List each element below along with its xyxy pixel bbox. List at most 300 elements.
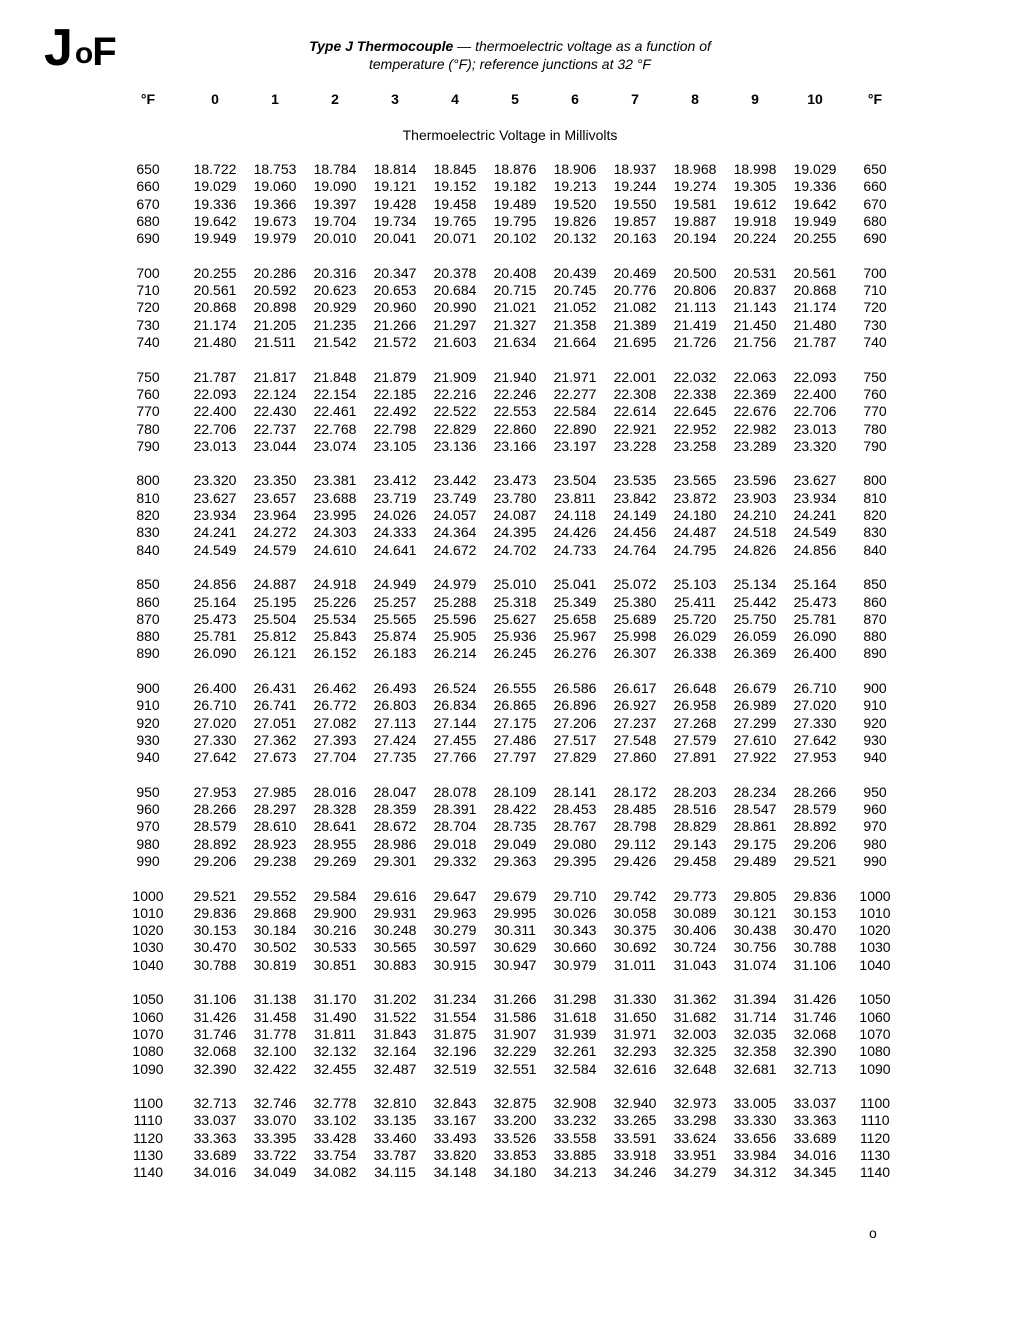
table-row	[0, 1112, 1020, 1129]
voltage-cell: 29.112	[614, 836, 656, 852]
voltage-cell: 26.214	[433, 645, 477, 661]
voltage-cell: 27.455	[433, 732, 477, 748]
voltage-cell: 22.461	[313, 403, 357, 419]
temperature-cell: 910	[863, 697, 887, 713]
voltage-cell: 25.473	[193, 611, 237, 627]
voltage-cell: 27.985	[253, 784, 297, 800]
voltage-cell: 34.180	[493, 1164, 537, 1180]
table-row	[0, 282, 1020, 299]
temperature-cell: 690	[136, 230, 160, 246]
voltage-cell: 30.692	[613, 939, 657, 955]
voltage-cell: 27.330	[193, 732, 237, 748]
voltage-cell: 26.679	[733, 680, 777, 696]
voltage-cell: 20.776	[613, 282, 657, 298]
voltage-cell: 33.885	[553, 1147, 597, 1163]
voltage-cell: 22.645	[673, 403, 717, 419]
voltage-cell: 18.876	[493, 161, 537, 177]
voltage-cell: 28.453	[553, 801, 597, 817]
voltage-cell: 26.462	[313, 680, 357, 696]
temperature-cell: 690	[863, 230, 887, 246]
table-row	[0, 801, 1020, 818]
voltage-cell: 32.132	[313, 1043, 357, 1059]
voltage-cell: 32.940	[613, 1095, 657, 1111]
voltage-cell: 33.526	[493, 1130, 537, 1146]
temperature-cell: 840	[863, 542, 887, 558]
voltage-cell: 21.205	[253, 317, 297, 333]
voltage-cell: 30.248	[373, 922, 417, 938]
voltage-cell: 21.787	[193, 369, 237, 385]
voltage-cell: 23.842	[613, 490, 657, 506]
voltage-cell: 33.135	[373, 1112, 417, 1128]
table-row	[0, 1009, 1020, 1026]
voltage-cell: 20.623	[313, 282, 357, 298]
voltage-cell: 23.074	[313, 438, 357, 454]
voltage-cell: 25.318	[493, 594, 537, 610]
temperature-cell: 1090	[859, 1061, 891, 1077]
voltage-cell: 33.951	[673, 1147, 717, 1163]
voltage-cell: 21.174	[793, 299, 837, 315]
voltage-cell: 18.845	[433, 161, 477, 177]
voltage-cell: 20.531	[733, 265, 777, 281]
voltage-cell: 24.180	[673, 507, 717, 523]
voltage-cell: 19.520	[553, 196, 597, 212]
voltage-cell: 29.018	[433, 836, 477, 852]
voltage-cell: 19.673	[253, 213, 297, 229]
voltage-cell: 28.359	[373, 801, 417, 817]
voltage-cell: 31.043	[673, 957, 717, 973]
voltage-cell: 19.029	[793, 161, 837, 177]
voltage-cell: 23.013	[793, 421, 837, 437]
voltage-cell: 27.393	[313, 732, 357, 748]
temperature-cell: 810	[136, 490, 160, 506]
voltage-cell: 19.734	[373, 213, 417, 229]
voltage-cell: 25.565	[373, 611, 417, 627]
temperature-cell: 1000	[132, 888, 164, 904]
voltage-cell: 30.947	[493, 957, 537, 973]
voltage-cell: 22.890	[553, 421, 597, 437]
table-row	[0, 196, 1020, 213]
voltage-cell: 23.105	[373, 438, 417, 454]
temperature-cell: 910	[136, 697, 160, 713]
voltage-cell: 20.378	[433, 265, 477, 281]
voltage-cell: 31.522	[373, 1009, 417, 1025]
voltage-cell: 28.892	[793, 818, 837, 834]
voltage-cell: 33.493	[433, 1130, 477, 1146]
voltage-cell: 20.408	[493, 265, 537, 281]
voltage-cell: 19.366	[253, 196, 297, 212]
voltage-cell: 33.232	[553, 1112, 597, 1128]
temperature-cell: 670	[136, 196, 160, 212]
voltage-cell: 31.650	[613, 1009, 657, 1025]
table-row	[0, 507, 1020, 524]
voltage-cell: 24.610	[313, 542, 357, 558]
voltage-cell: 27.330	[793, 715, 837, 731]
voltage-cell: 24.518	[733, 524, 777, 540]
voltage-cell: 33.787	[373, 1147, 417, 1163]
voltage-cell: 34.115	[374, 1164, 416, 1180]
voltage-cell: 20.868	[793, 282, 837, 298]
voltage-cell: 32.648	[673, 1061, 717, 1077]
voltage-cell: 23.565	[673, 472, 717, 488]
temperature-cell: 980	[136, 836, 160, 852]
voltage-cell: 29.269	[313, 853, 357, 869]
voltage-cell: 31.170	[313, 991, 357, 1007]
voltage-cell: 24.918	[313, 576, 357, 592]
voltage-cell: 32.196	[433, 1043, 477, 1059]
voltage-cell: 32.455	[313, 1061, 357, 1077]
voltage-cell: 29.301	[373, 853, 417, 869]
temperature-cell: 1080	[132, 1043, 164, 1059]
voltage-cell: 30.597	[433, 939, 477, 955]
temperature-cell: 780	[863, 421, 887, 437]
voltage-cell: 22.063	[733, 369, 777, 385]
temperature-cell: 820	[136, 507, 160, 523]
voltage-cell: 25.134	[733, 576, 777, 592]
voltage-cell: 20.561	[193, 282, 237, 298]
voltage-cell: 24.364	[433, 524, 477, 540]
voltage-cell: 24.979	[433, 576, 477, 592]
voltage-cell: 20.745	[553, 282, 597, 298]
table-row	[0, 230, 1020, 247]
voltage-cell: 33.460	[373, 1130, 417, 1146]
voltage-cell: 20.684	[433, 282, 477, 298]
voltage-cell: 19.887	[673, 213, 717, 229]
voltage-cell: 29.395	[553, 853, 597, 869]
voltage-cell: 23.749	[433, 490, 477, 506]
voltage-cell: 20.806	[673, 282, 717, 298]
voltage-cell: 25.689	[613, 611, 657, 627]
voltage-cell: 28.078	[433, 784, 477, 800]
table-row	[0, 403, 1020, 420]
voltage-cell: 30.533	[313, 939, 357, 955]
voltage-cell: 30.153	[793, 905, 837, 921]
logo-unit: F	[92, 30, 116, 74]
column-header: °F	[867, 91, 883, 107]
temperature-cell: 1120	[132, 1130, 164, 1146]
voltage-cell: 26.710	[193, 697, 237, 713]
voltage-cell: 30.502	[253, 939, 297, 955]
voltage-cell: 32.068	[193, 1043, 237, 1059]
table-row	[0, 542, 1020, 559]
voltage-cell: 32.068	[793, 1026, 837, 1042]
voltage-cell: 21.113	[674, 299, 716, 315]
table-row	[0, 905, 1020, 922]
voltage-cell: 33.591	[613, 1130, 657, 1146]
voltage-cell: 29.836	[793, 888, 837, 904]
voltage-cell: 23.934	[193, 507, 237, 523]
voltage-cell: 31.554	[433, 1009, 477, 1025]
temperature-cell: 800	[136, 472, 160, 488]
voltage-cell: 27.486	[493, 732, 537, 748]
voltage-cell: 27.953	[193, 784, 237, 800]
voltage-cell: 20.868	[193, 299, 237, 315]
voltage-cell: 31.138	[253, 991, 297, 1007]
voltage-cell: 29.710	[553, 888, 597, 904]
voltage-cell: 30.565	[373, 939, 417, 955]
table-row	[0, 524, 1020, 541]
temperature-cell: 820	[863, 507, 887, 523]
voltage-cell: 24.241	[793, 507, 837, 523]
page-mark: o	[869, 1225, 877, 1241]
voltage-cell: 24.702	[493, 542, 537, 558]
table-row	[0, 697, 1020, 714]
voltage-cell: 34.082	[313, 1164, 357, 1180]
temperature-cell: 790	[863, 438, 887, 454]
voltage-cell: 23.627	[793, 472, 837, 488]
table-row	[0, 991, 1020, 1008]
voltage-cell: 27.673	[253, 749, 297, 765]
temperature-cell: 1130	[859, 1147, 891, 1163]
voltage-cell: 31.586	[493, 1009, 537, 1025]
temperature-cell: 980	[863, 836, 887, 852]
temperature-cell: 1140	[132, 1164, 164, 1180]
voltage-cell: 28.266	[793, 784, 837, 800]
voltage-cell: 19.949	[793, 213, 837, 229]
voltage-cell: 24.395	[493, 524, 537, 540]
voltage-cell: 23.934	[793, 490, 837, 506]
voltage-cell: 26.493	[373, 680, 417, 696]
temperature-cell: 700	[863, 265, 887, 281]
temperature-cell: 900	[136, 680, 160, 696]
voltage-cell: 22.369	[733, 386, 777, 402]
table-row	[0, 749, 1020, 766]
voltage-cell: 22.829	[433, 421, 477, 437]
temperature-cell: 1000	[859, 888, 891, 904]
voltage-cell: 25.442	[733, 594, 777, 610]
voltage-cell: 22.798	[373, 421, 417, 437]
voltage-cell: 30.153	[193, 922, 237, 938]
voltage-cell: 30.979	[553, 957, 597, 973]
voltage-cell: 28.798	[613, 818, 657, 834]
voltage-cell: 28.986	[373, 836, 417, 852]
voltage-cell: 33.918	[613, 1147, 657, 1163]
table-row	[0, 386, 1020, 403]
voltage-cell: 25.349	[553, 594, 597, 610]
voltage-cell: 19.979	[253, 230, 297, 246]
voltage-cell: 26.927	[613, 697, 657, 713]
voltage-cell: 26.586	[553, 680, 597, 696]
table-row	[0, 818, 1020, 835]
voltage-cell: 27.268	[673, 715, 717, 731]
temperature-cell: 720	[136, 299, 160, 315]
voltage-cell: 34.312	[733, 1164, 777, 1180]
voltage-cell: 18.814	[373, 161, 417, 177]
voltage-cell: 33.395	[253, 1130, 297, 1146]
voltage-cell: 26.648	[673, 680, 717, 696]
temperature-cell: 850	[863, 576, 887, 592]
voltage-cell: 28.704	[433, 818, 477, 834]
voltage-cell: 27.579	[673, 732, 717, 748]
temperature-cell: 1110	[133, 1112, 163, 1128]
temperature-cell: 680	[863, 213, 887, 229]
column-header: 2	[331, 91, 339, 107]
temperature-cell: 730	[136, 317, 160, 333]
voltage-cell: 32.875	[493, 1095, 537, 1111]
voltage-cell: 27.860	[613, 749, 657, 765]
table-row	[0, 265, 1020, 282]
voltage-cell: 27.144	[433, 715, 477, 731]
voltage-cell: 20.102	[493, 230, 537, 246]
voltage-cell: 19.489	[493, 196, 537, 212]
voltage-cell: 20.286	[253, 265, 297, 281]
voltage-cell: 24.856	[793, 542, 837, 558]
voltage-cell: 26.834	[433, 697, 477, 713]
voltage-cell: 23.166	[493, 438, 537, 454]
temperature-cell: 870	[136, 611, 160, 627]
voltage-cell: 25.164	[793, 576, 837, 592]
voltage-cell: 22.400	[793, 386, 837, 402]
temperature-cell: 1030	[132, 939, 164, 955]
voltage-cell: 28.579	[193, 818, 237, 834]
voltage-cell: 33.428	[313, 1130, 357, 1146]
voltage-cell: 29.931	[373, 905, 417, 921]
temperature-cell: 750	[136, 369, 160, 385]
voltage-cell: 27.020	[193, 715, 237, 731]
voltage-cell: 19.060	[253, 178, 297, 194]
table-row	[0, 1130, 1020, 1147]
voltage-cell: 24.118	[554, 507, 596, 523]
voltage-cell: 32.843	[433, 1095, 477, 1111]
voltage-cell: 26.958	[673, 697, 717, 713]
voltage-cell: 32.616	[613, 1061, 657, 1077]
voltage-cell: 24.826	[733, 542, 777, 558]
voltage-cell: 30.184	[253, 922, 297, 938]
voltage-cell: 20.592	[253, 282, 297, 298]
voltage-cell: 20.010	[313, 230, 357, 246]
voltage-cell: 28.955	[313, 836, 357, 852]
voltage-cell: 19.765	[433, 213, 477, 229]
voltage-cell: 25.010	[493, 576, 537, 592]
table-row	[0, 161, 1020, 178]
voltage-cell: 29.995	[493, 905, 537, 921]
voltage-cell: 22.553	[493, 403, 537, 419]
column-header: 3	[391, 91, 399, 107]
logo-letter: J	[44, 19, 72, 77]
voltage-cell: 28.297	[253, 801, 297, 817]
voltage-cell: 26.896	[553, 697, 597, 713]
voltage-cell: 23.013	[193, 438, 237, 454]
voltage-cell: 28.516	[673, 801, 717, 817]
voltage-cell: 30.756	[733, 939, 777, 955]
voltage-cell: 34.016	[793, 1147, 837, 1163]
voltage-cell: 28.547	[733, 801, 777, 817]
temperature-cell: 780	[136, 421, 160, 437]
temperature-cell: 750	[863, 369, 887, 385]
voltage-cell: 18.937	[613, 161, 657, 177]
voltage-cell: 33.624	[673, 1130, 717, 1146]
voltage-cell: 28.892	[193, 836, 237, 852]
temperature-cell: 920	[863, 715, 887, 731]
voltage-cell: 33.820	[433, 1147, 477, 1163]
voltage-cell: 21.450	[733, 317, 777, 333]
voltage-cell: 28.485	[613, 801, 657, 817]
voltage-cell: 21.419	[673, 317, 717, 333]
temperature-cell: 650	[863, 161, 887, 177]
voltage-cell: 31.778	[253, 1026, 297, 1042]
voltage-cell: 32.746	[253, 1095, 297, 1111]
voltage-cell: 20.132	[553, 230, 597, 246]
temperature-cell: 960	[136, 801, 160, 817]
voltage-cell: 26.741	[253, 697, 297, 713]
voltage-cell: 26.710	[793, 680, 837, 696]
voltage-cell: 26.338	[673, 645, 717, 661]
voltage-cell: 23.320	[793, 438, 837, 454]
temperature-cell: 860	[136, 594, 160, 610]
voltage-cell: 27.020	[793, 697, 837, 713]
voltage-cell: 22.001	[613, 369, 657, 385]
voltage-cell: 27.797	[493, 749, 537, 765]
temperature-cell: 990	[136, 853, 160, 869]
temperature-cell: 710	[863, 282, 887, 298]
voltage-cell: 23.350	[253, 472, 297, 488]
voltage-cell: 33.689	[193, 1147, 237, 1163]
voltage-cell: 31.746	[793, 1009, 837, 1025]
voltage-cell: 22.584	[553, 403, 597, 419]
voltage-cell: 30.406	[673, 922, 717, 938]
voltage-cell: 20.990	[433, 299, 477, 315]
voltage-cell: 28.328	[313, 801, 357, 817]
voltage-cell: 22.093	[793, 369, 837, 385]
logo-degree: o	[74, 37, 93, 70]
voltage-cell: 29.521	[193, 888, 237, 904]
voltage-cell: 28.203	[673, 784, 717, 800]
voltage-cell: 23.872	[673, 490, 717, 506]
voltage-cell: 25.257	[373, 594, 417, 610]
voltage-cell: 26.307	[613, 645, 657, 661]
voltage-cell: 29.679	[493, 888, 537, 904]
temperature-cell: 940	[863, 749, 887, 765]
voltage-cell: 25.843	[313, 628, 357, 644]
column-header: 7	[631, 91, 639, 107]
voltage-cell: 22.124	[253, 386, 297, 402]
voltage-cell: 23.596	[733, 472, 777, 488]
voltage-cell: 30.121	[733, 905, 777, 921]
voltage-cell: 21.266	[373, 317, 417, 333]
voltage-cell: 31.811	[314, 1026, 356, 1042]
voltage-cell: 33.558	[553, 1130, 597, 1146]
temperature-cell: 860	[863, 594, 887, 610]
voltage-cell: 19.152	[433, 178, 477, 194]
voltage-cell: 22.921	[613, 421, 657, 437]
voltage-cell: 32.778	[313, 1095, 357, 1111]
voltage-cell: 19.244	[613, 178, 657, 194]
voltage-cell: 32.390	[193, 1061, 237, 1077]
voltage-cell: 20.500	[673, 265, 717, 281]
voltage-cell: 33.005	[733, 1095, 777, 1111]
voltage-cell: 19.826	[553, 213, 597, 229]
voltage-cell: 30.819	[253, 957, 297, 973]
voltage-cell: 31.106	[193, 991, 237, 1007]
voltage-cell: 27.704	[313, 749, 357, 765]
voltage-cell: 22.185	[373, 386, 417, 402]
voltage-cell: 20.653	[373, 282, 417, 298]
voltage-cell: 24.487	[673, 524, 717, 540]
table-row	[0, 1043, 1020, 1060]
voltage-cell: 30.470	[793, 922, 837, 938]
voltage-cell: 33.167	[433, 1112, 477, 1128]
temperature-cell: 760	[863, 386, 887, 402]
voltage-cell: 26.989	[733, 697, 777, 713]
voltage-cell: 25.596	[433, 611, 477, 627]
voltage-cell: 28.672	[373, 818, 417, 834]
temperature-cell: 1020	[132, 922, 164, 938]
voltage-cell: 31.266	[493, 991, 537, 1007]
voltage-cell: 32.164	[373, 1043, 417, 1059]
voltage-cell: 20.347	[373, 265, 417, 281]
voltage-cell: 31.971	[613, 1026, 657, 1042]
temperature-cell: 890	[136, 645, 160, 661]
voltage-cell: 33.722	[253, 1147, 297, 1163]
